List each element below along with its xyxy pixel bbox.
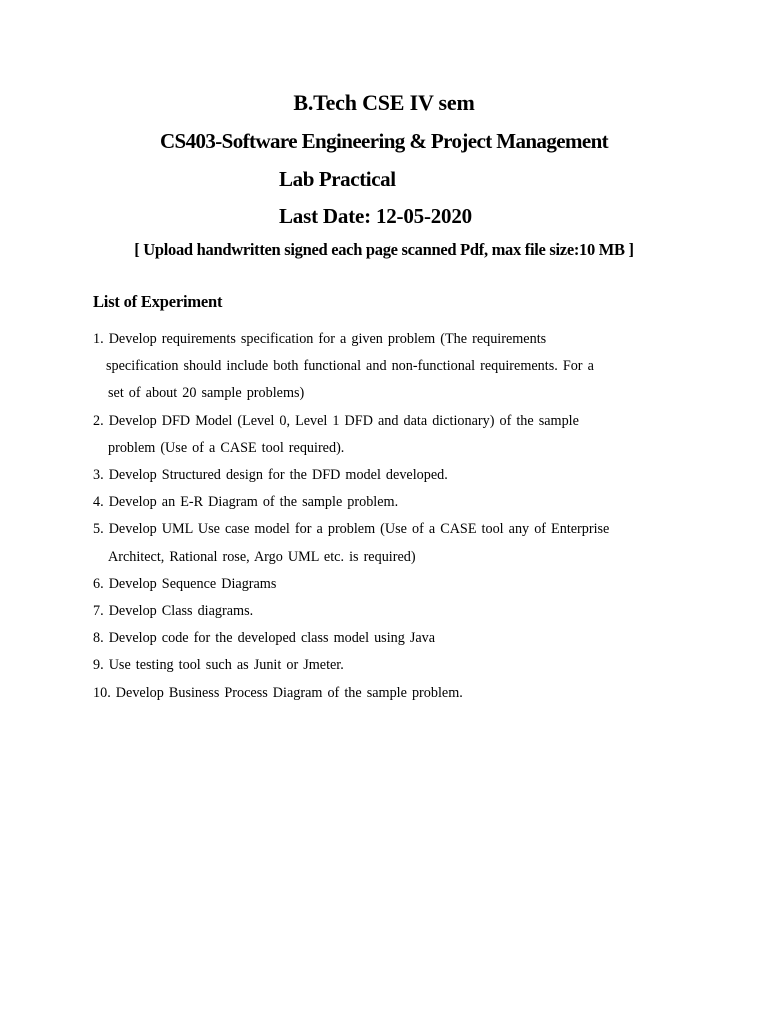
- last-date-heading: Last Date: 12-05-2020: [279, 204, 472, 228]
- upload-instruction: [ Upload handwritten signed each page scanned Pdf, max file size:10 MB ]: [134, 240, 634, 259]
- list-item: [93, 625, 683, 652]
- list-item-line: 2. Develop DFD Model (Level 0, Level 1 DFD and data dictionary) of the sample: [93, 412, 579, 429]
- list-item: [93, 571, 683, 598]
- list-item-line: 5. Develop UML Use case model for a problem (Use of a CASE tool any of Enterprise: [93, 521, 610, 538]
- list-item-line: 6. Develop Sequence Diagrams: [93, 575, 277, 592]
- list-item-line: 7. Develop Class diagrams.: [93, 603, 254, 620]
- list-item: [93, 680, 683, 707]
- list-item-line: 8. Develop code for the developed class model using Java: [93, 630, 436, 647]
- list-item-line: set of about 20 sample problems): [108, 385, 305, 402]
- list-item: [93, 462, 683, 489]
- list-item-line: 1. Develop requirements specification for a given problem (The requirements: [93, 331, 547, 347]
- list-item-line: specification should include both functional and non-functional requirements. For a: [106, 358, 594, 375]
- list-item-line: problem (Use of a CASE tool required).: [108, 439, 345, 456]
- list-item-line: 4. Develop an E-R Diagram of the sample problem.: [93, 494, 399, 511]
- list-item-line: 10. Develop Business Process Diagram of the sample problem.: [93, 684, 463, 701]
- assessment-heading: Lab Practical: [279, 167, 396, 191]
- course-heading: CS403-Software Engineering & Project Management: [159, 129, 609, 153]
- list-item: [93, 326, 683, 408]
- list-item-line: 9. Use testing tool such as Junit or Jmeter.: [93, 657, 344, 674]
- list-item-line: Architect, Rational rose, Argo UML etc. is required): [108, 548, 416, 565]
- list-item-line: 3. Develop Structured design for the DFD model developed.: [93, 467, 448, 484]
- program-heading: B.Tech CSE IV sem: [293, 90, 475, 115]
- list-item: [93, 598, 683, 625]
- list-item: [93, 489, 683, 516]
- experiment-list: [93, 326, 683, 707]
- list-item: [93, 408, 683, 462]
- list-item: [93, 652, 683, 679]
- experiment-list-title: List of Experiment: [93, 292, 223, 311]
- list-item: [93, 516, 683, 570]
